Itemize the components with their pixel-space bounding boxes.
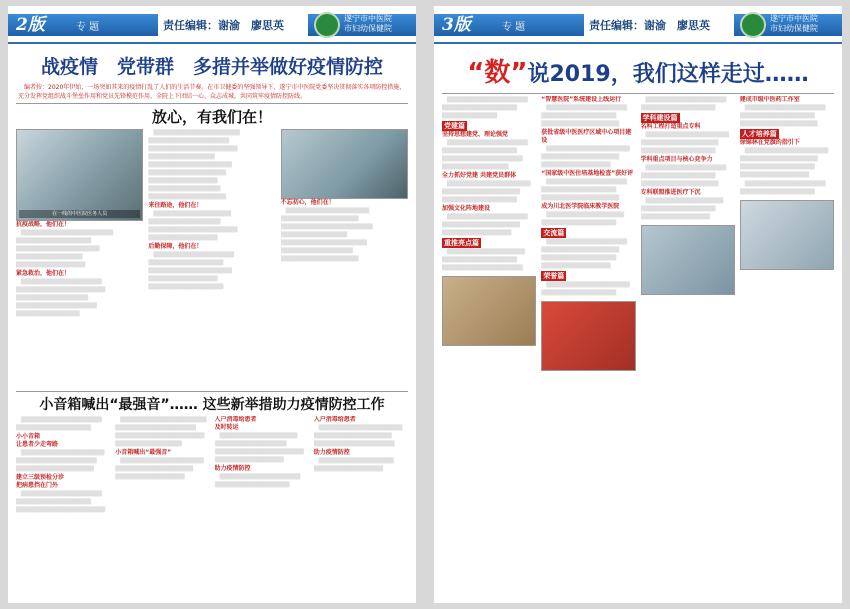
right-header xyxy=(434,6,842,44)
logo-line-2: 市妇幼保健院 xyxy=(770,24,818,33)
item: “智慧医院”系统建设上线运行 xyxy=(541,96,622,103)
subhead: 来往路途，他们在！ xyxy=(148,202,203,209)
subhead: 入户消毒给患者 xyxy=(313,416,356,423)
subhead: 把病患挡在门外 xyxy=(16,482,59,489)
item: 徐锦林在党旗的指引下 xyxy=(739,139,800,146)
item: 建成市级中医药工作室 xyxy=(739,96,800,103)
article1-title: 放心，有我们在！ xyxy=(151,108,272,126)
logo-text xyxy=(344,14,408,34)
article1-photo xyxy=(16,129,143,221)
right-photo-4 xyxy=(740,200,834,270)
tag-highlight: 重推亮点篇 xyxy=(444,239,479,247)
article2-col-1: ████████████████████████████ ██████████████████████████ 小小音箱 让患者少走弯路 █████████████████████████████ ████████████████████████████ ███████████████████████████ 建立三级预检分诊 把病患挡在门外 ████████████████████████████ ██████████████████████████ ███████████████████████████████ xyxy=(16,416,110,603)
right-col-2: “智慧医院”系统建设上线运行 ████████████████████████████ ██████████████████████████ ███████████████████████████ 获批省级中医医疗区域中心项目建设 █████████████████████████████ ███████████████████████████ ████████████████████████ “国家级中医住培基地检查”获好评 ████████████████████████████ ██████████████████████████ ███████████████████████████ 成为川北医学院临床教学医院 ███████████████████████████ ██████████████████████████ 交流篇 ████████████████████████████ ███████████████████████████ ██████████████████████████ ████████████████████████ 荣誉篇 █████████████████████████████ ██████████████████████████ xyxy=(541,96,635,603)
subhead: 小小音箱 xyxy=(16,433,41,440)
subhead: 紧急救治，他们在！ xyxy=(16,270,71,277)
editor-note: 编者按：2020年伊始，一场突如其来的疫情打乱了人们的生活节奏。在市卫健委的坚强领导下，遂宁市中医院党委坚决贯彻落实各项防控措施，充分发挥党组织战斗堡垒作用和党员先锋模范作用，全院上下团结一心，众志成城，共同筑牢疫情防控防线。 xyxy=(18,84,406,100)
item: 成为川北医学院临床教学医院 xyxy=(541,203,620,210)
photo-caption: 在一线的中医院医务人员 xyxy=(19,210,140,218)
right-photo-1 xyxy=(442,276,536,346)
subhead: 助力疫情防控 xyxy=(313,449,350,456)
subhead: 助力疫情防控 xyxy=(214,465,251,472)
article2-col-2: ██████████████████████████████ ████████████████████████████ ███████████████████████████████ ███████████████████████ 小音箱喊出“最强音” █████████████████████████████ ███████████████████████████ ████████████████████████ xyxy=(115,416,209,603)
article1-photo-2 xyxy=(281,129,408,199)
subhead: 建立三级预检分诊 xyxy=(16,474,65,481)
item: 加强文化阵地建设 xyxy=(442,205,491,212)
tag-party: 党建篇 xyxy=(444,122,465,130)
item: 学科重点项目与核心竞争力 xyxy=(640,156,713,163)
subhead: 让患者少走弯路 xyxy=(16,441,59,448)
right-col-1: ████████████████████████████ ██████████████████████████ ███████████████████ 党建篇 坚持思想建党、理论强党 ████████████████████████████ ██████████████████████████ ████████████████████████████ ███████████████████████ 全力抓好党建 共建党员群体 █████████████████████████████ ███████████████████████████ ██████████████████████████ 加强文化阵地建设 ████████████████████████████ ███████████████████████████ ████████████████████████ 重推亮点篇 ███████████████████████████ ██████████████████████████ ████████████████████████████ xyxy=(442,96,536,603)
headline-rest: 说2019，我们这样走过…… xyxy=(527,62,809,87)
section-label: 专 题 xyxy=(502,22,526,33)
right-col-3: ████████████████████████████ ██████████████████████████ 学科建设篇 名科工程打造重点专科 █████████████████████████████ ███████████████████████████ ██████████████████████████ 学科重点项目与核心竞争力 ████████████████████████████ ██████████████████████████ ███████████████████████████ 专科联盟推进医疗下沉 ███████████████████████████ ██████████████████████████ ████████████████████████ xyxy=(641,96,735,603)
tag-talent: 人才培养篇 xyxy=(741,130,777,138)
section-label: 专 题 xyxy=(76,22,100,33)
item: 名科工程打造重点专科 xyxy=(640,123,701,130)
tag-exchange: 交流篇 xyxy=(543,229,565,237)
left-page xyxy=(8,6,416,603)
article1-body xyxy=(8,129,416,389)
editor-line: 责任编辑：谢渝 廖思英 xyxy=(163,19,284,32)
right-page xyxy=(434,6,842,603)
subhead: 小音箱喊出“最强音” xyxy=(115,449,172,456)
item: 获批省级中医医疗区域中心项目建设 xyxy=(541,129,632,144)
item: “国家级中医住培基地检查”获好评 xyxy=(541,170,634,177)
right-photo-2 xyxy=(541,301,635,371)
right-col-4: 建成市级中医药工作室 ████████████████████████████ ██████████████████████████ ███████████████████████████ 人才培养篇 徐锦林在党旗的指引下 █████████████████████████████ ███████████████████████████ ██████████████████████████ ████████████████████████ ████████████████████████████ ██████████████████████████ xyxy=(740,96,834,603)
tag-honor: 荣誉篇 xyxy=(543,272,565,280)
logo-line-1: 遂宁市中医院 xyxy=(344,14,392,23)
left-headline: 战疫情 党带群 多措并举做好疫情防控 xyxy=(40,56,383,78)
item: 专科联盟推进医疗下沉 xyxy=(640,189,701,196)
article2-col-3: 入户消毒给患者 及时转运 ███████████████████████████ █████████████████████████ ███████████████████████████████ ████████████████████████ 助力疫情防控 ████████████████████████████ ██████████████████████████ xyxy=(215,416,309,603)
article1-col-3: 不忘初心，他们在！ █████████████████████████████ ███████████████████████████ ████████████████████████████████ ███████████████████████ ██████████████████████████████ █████████████████████████ ███████████████████████████ xyxy=(281,129,408,389)
page-version: 3版 xyxy=(442,15,471,35)
subhead: 后勤保障，他们在！ xyxy=(148,243,203,250)
right-body xyxy=(434,96,842,603)
hospital-logo-icon xyxy=(314,12,340,38)
editor-line: 责任编辑：谢渝 廖思英 xyxy=(589,19,710,32)
left-header xyxy=(8,6,416,44)
logo-line-2: 市妇幼保健院 xyxy=(344,24,392,33)
headline-quote: “数” xyxy=(467,58,528,88)
right-headline xyxy=(434,52,842,89)
item: 坚持思想建党、理论强党 xyxy=(442,131,509,138)
article1-col-1: 在一线的中医院医务人员 抗疫战略，他们在！ ████████████████████████████████ ██████████████████████████ █████████████████████████████ ███████████████████████ ████████████████████████ 紧急救治，他们在！ ████████████████████████████ ███████████████████████████████ █████████████████████████ ████████████████████████████ ██████████████████████ xyxy=(16,129,143,389)
hospital-logo-icon xyxy=(740,12,766,38)
logo-text xyxy=(770,14,834,34)
subhead: 抗疫战略，他们在！ xyxy=(16,221,71,228)
article1-col-2: ██████████████████████████████ ████████████████████████████ ███████████████████████████████ ███████████████████████ █████████████████████████████ ███████████████████████████ ████████████████████████ █████████████████████████ ███████████████████████████ 来往路途，他们在！ ███████████████████████████ █████████████████████████ ███████████████████████████████ ████████████████████████ 后勤保障，他们在！ ████████████████████████████ ██████████████████████████ █████████████████████████████ ████████████████████████ ██████████████████████████ xyxy=(148,129,275,389)
tag-discipline: 学科建设篇 xyxy=(642,114,678,122)
logo-line-1: 遂宁市中医院 xyxy=(770,14,818,23)
article2-body xyxy=(8,416,416,603)
subhead: 入户消毒给患者 xyxy=(214,416,257,423)
article2-col-4: 入户消毒给患者 █████████████████████████████ ███████████████████████████ ████████████████████████████ 助力疫情防控 ██████████████████████████ ████████████████████████ xyxy=(314,416,408,603)
subhead: 不忘初心，他们在！ xyxy=(280,199,335,206)
subhead: 及时转运 xyxy=(214,424,239,431)
article2-title: 小音箱喊出“最强音”…… 这些新举措助力疫情防控工作 xyxy=(39,397,385,413)
item: 全力抓好党建 共建党员群体 xyxy=(442,172,517,179)
right-photo-3 xyxy=(641,225,735,295)
page-version: 2版 xyxy=(16,15,45,35)
